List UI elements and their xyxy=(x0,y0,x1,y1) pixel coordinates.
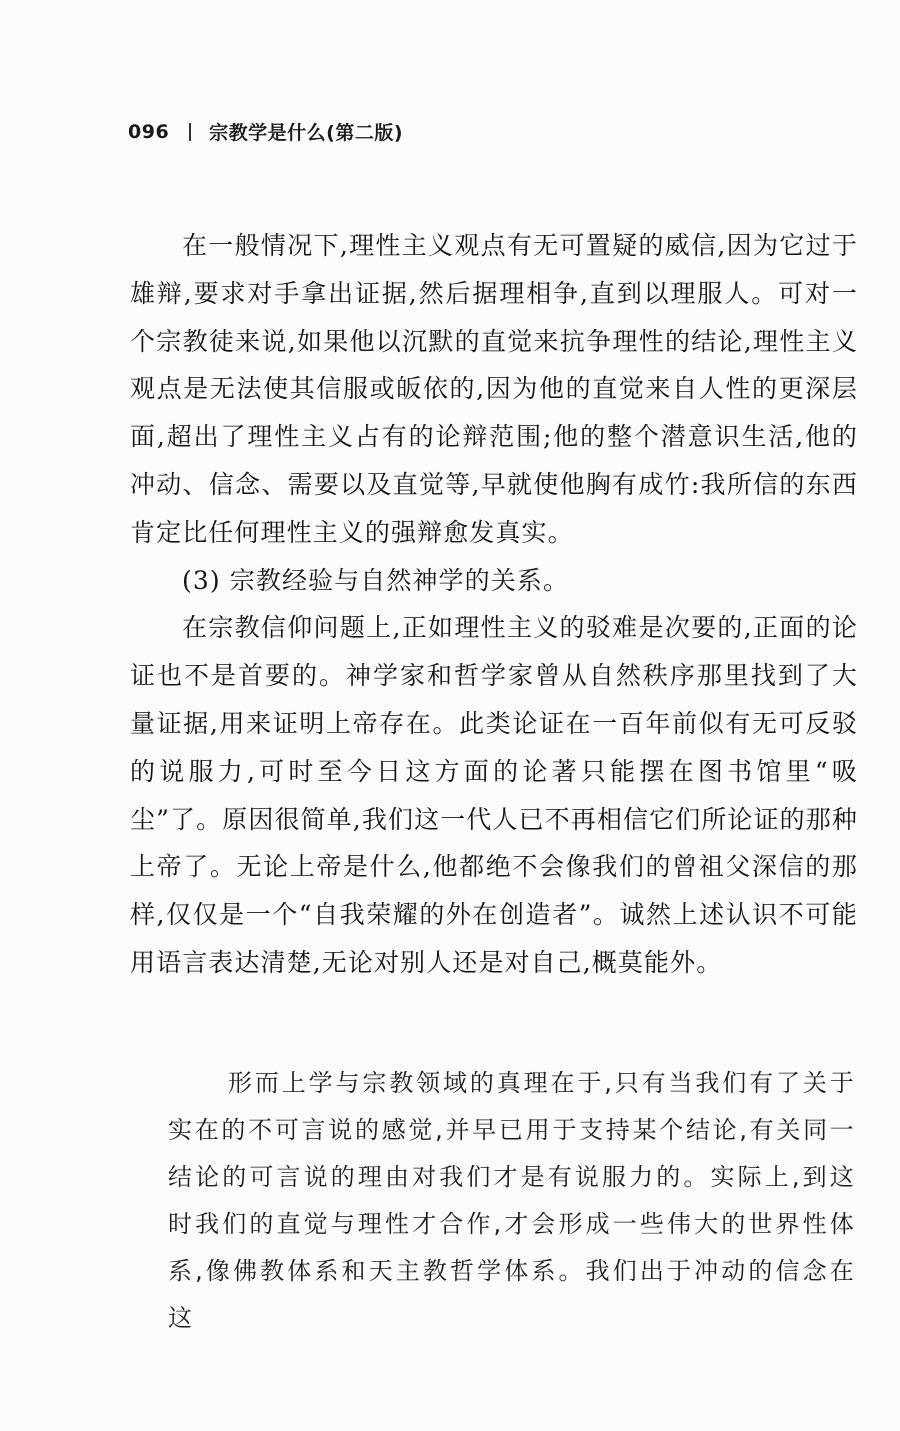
quote-paragraph: 形而上学与宗教领域的真理在于,只有当我们有了关于实在的不可言说的感觉,并早已用于支持某个结论,有关同一结论的可言说的理由对我们才是有说服力的。实际上,到这时我们的直觉与理性才合作,才会形成一些伟大的世界性体系,像佛教体系和天主教哲学体系。我们出于冲动的信念在这 xyxy=(168,1069,856,1332)
paragraph-rationalism: 在一般情况下,理性主义观点有无可置疑的威信,因为它过于雄辩,要求对手拿出证据,然后据理相争,直到以理服人。可对一个宗教徒来说,如果他以沉默的直觉来抗争理性的结论,理性主义观点是无法使其信服或皈依的,因为他的直觉来自人性的更深层面,超出了理性主义占有的论辩范围;他的整个潜意识生活,他的冲动、信念、需要以及直觉等,早就使他胸有成竹:我所信的东西肯定比任何理性主义的强辩愈发真实。 xyxy=(130,231,858,547)
header-divider xyxy=(189,123,191,141)
main-text xyxy=(130,222,858,987)
section-heading-natural-theology: (3) 宗教经验与自然神学的关系。 xyxy=(182,565,570,595)
paragraph-natural-theology: 在宗教信仰问题上,正如理性主义的驳难是次要的,正面的论证也不是首要的。神学家和哲学家曾从自然秩序那里找到了大量证据,用来证明上帝存在。此类论证在一百年前似有无可反驳的说服力,可时至今日这方面的论著只能摆在图书馆里“吸尘”了。原因很简单,我们这一代人已不再相信它们所论证的那种上帝了。无论上帝是什么,他都绝不会像我们的曾祖父深信的那样,仅仅是一个“自我荣耀的外在创造者”。诚然上述认识不可能用语言表达清楚,无论对别人还是对自己,概莫能外。 xyxy=(130,613,858,977)
book-title: 宗教学是什么(第二版) xyxy=(209,122,404,144)
block-quote xyxy=(168,1060,856,1342)
running-header xyxy=(128,118,403,145)
page-number: 096 xyxy=(128,120,170,143)
